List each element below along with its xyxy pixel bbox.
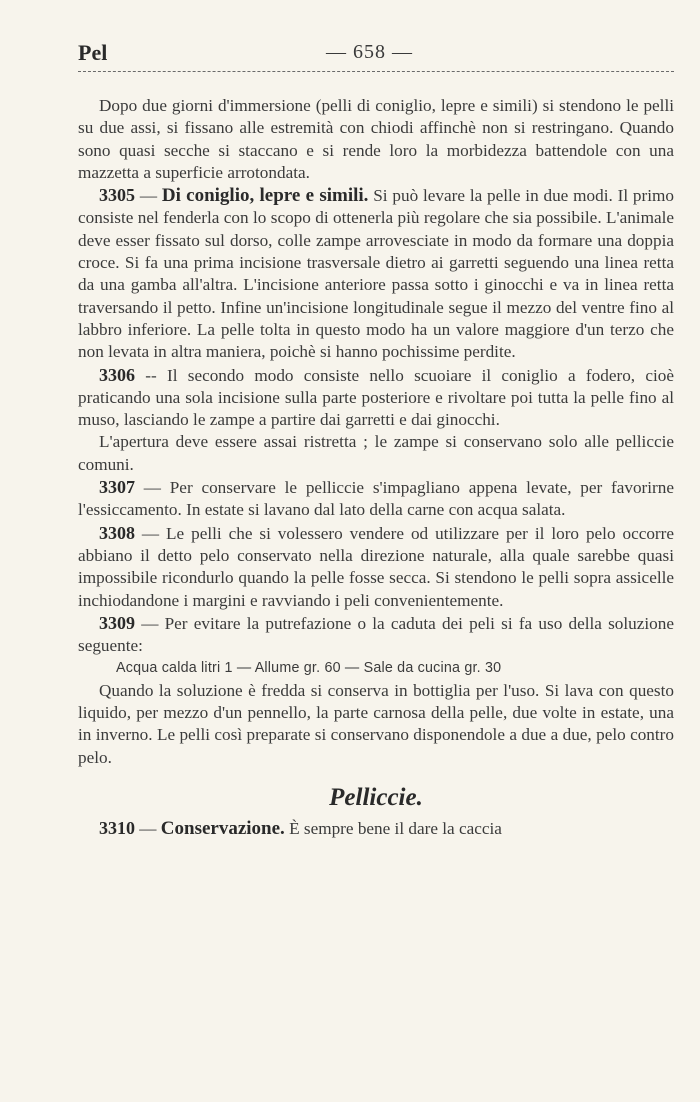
entry-3309 (78, 612, 674, 658)
entry-3305 (78, 184, 674, 363)
paragraph-soluzione: Quando la soluzione è fredda si conserva in bottiglia per l'uso. Si lava con questo liquido, per mezzo d'un pennello, la parte carnosa della pelle, due volte in estate, una in inverno. Le pelli così preparate si conservano disponendole a due a due, pelo contro pelo. (78, 680, 674, 767)
entry-number: 3308 (99, 522, 135, 543)
page-header (78, 38, 674, 78)
entry-number: 3310 (99, 817, 135, 838)
entry-text: — Le pelli che si volessero vendere od utilizzare per il loro pelo occorre abbiano il detto pelo conservato nella direzione naturale, alla quale sarebbe quasi impossibile ricondurlo quando la pelle fosse secca. Si stendono le pelli sopra assicelle inchiodandone i margini e ravviando i peli convenientemente. (78, 523, 674, 610)
entry-dash: — (135, 186, 162, 206)
header-rule (78, 71, 674, 72)
entry-text: — Per evitare la putrefazione o la caduta dei peli si fa uso della soluzione seguente: (78, 613, 674, 656)
entry-text: Si può levare la pelle in due modi. Il primo consiste nel fenderla con lo scopo di ottenerla più regolare che sia possibile. L'animale deve esser fissato sul dorso, colle zampe arrovesciate in modo da formare una doppia croce. Si fa una prima incisione trasversale dietro ai garretti seguendo una linea retta da una gamba all'altra. L'incisione anteriore passa sotto i ginocchi e va in linea retta traversando il petto. Infine un'incisione longitudinale segue il mezzo del ventre fino al labbro inferiore. La pelle tolta in questo modo ha un valore maggiore d'un terzo che non levata in altra maniera, poichè si hanno pochissime perdite. (78, 186, 674, 362)
entry-dash: — (135, 818, 161, 838)
entry-number: 3309 (99, 612, 135, 633)
entry-3307 (78, 476, 674, 522)
entry-text: — Per conservare le pelliccie s'impagliano appena levate, per favorirne l'essiccamento. In estate si lavano dal lato della carne con acqua salata. (78, 478, 674, 520)
page-number: — 658 — (326, 41, 413, 63)
entry-text: È sempre bene il dare la caccia (284, 818, 502, 838)
entry-heading: Conservazione. (160, 817, 285, 839)
entry-number: 3307 (99, 477, 135, 498)
entry-number: 3306 (99, 364, 135, 385)
entry-3310 (78, 817, 674, 840)
page-body (78, 95, 674, 840)
entry-heading: Di coniglio, lepre e simili. (161, 185, 369, 207)
section-title: Pelliccie. (329, 783, 423, 811)
entry-number: 3305 (99, 185, 135, 206)
entry-text: -- Il secondo modo consiste nello scuoiare il coniglio a fodero, cioè praticando una sola incisione sulla parte posteriore e rivoltare poi tutta la pelle fino al muso, lasciando le zampe a partire dai garretti e dai ginocchi. (78, 365, 674, 430)
paragraph-apertura: L'apertura deve essere assai ristretta ; le zampe si conservano solo alle pelliccie comuni. (78, 432, 674, 474)
paragraph-intro: Dopo due giorni d'immersione (pelli di coniglio, lepre e simili) si stendono le pelli su due assi, si fissano alle estremità con chiodi affinchè non si restringano. Quando sono quasi secche si staccano e si rende loro la morbidezza battendole con una mazzetta a superficie arrotondata. (78, 96, 674, 182)
entry-3306 (78, 364, 674, 432)
recipe-formula: Acqua calda litri 1 — Allume gr. 60 — Sale da cucina gr. 30 (116, 660, 502, 677)
running-title: Pel (78, 40, 108, 65)
entry-3308 (78, 522, 674, 612)
